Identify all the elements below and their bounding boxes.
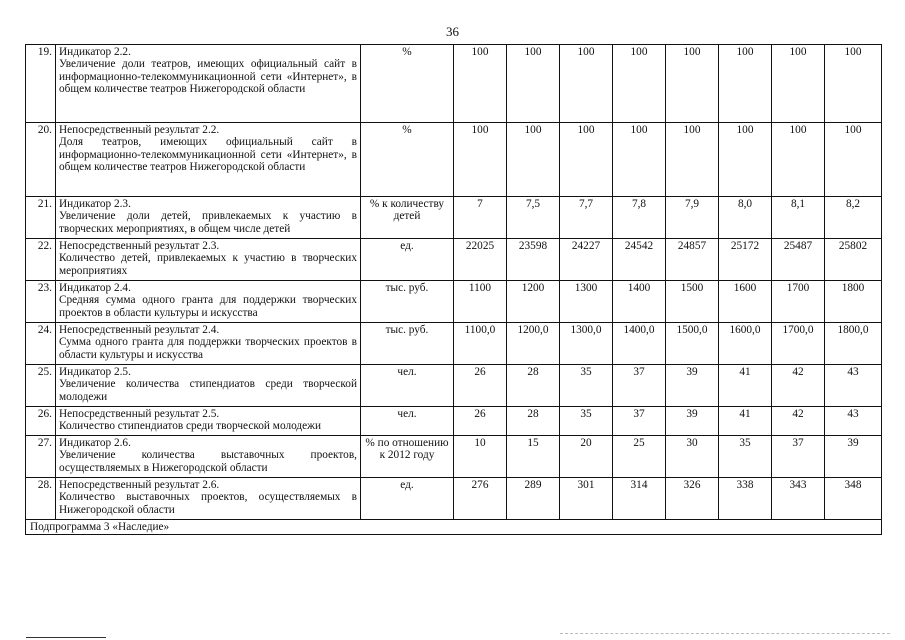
page-number: 36 xyxy=(446,24,459,39)
value-cell: 1500 xyxy=(666,281,719,323)
value-cell: 348 xyxy=(825,478,882,520)
value-cell: 100 xyxy=(719,123,772,197)
indicator-description: Увеличение доли театров, имеющих официальный сайт в информационно-телекоммуникационной сети «Интернет», в общем количестве театров Нижегородской области xyxy=(59,58,357,96)
value-cell: 338 xyxy=(719,478,772,520)
unit-cell: тыс. руб. xyxy=(361,323,454,365)
indicator-title: Непосредственный результат 2.5. xyxy=(59,408,220,420)
row-number: 23. xyxy=(26,281,56,323)
value-cell: 100 xyxy=(772,45,825,123)
value-cell: 43 xyxy=(825,407,882,436)
value-cell: 326 xyxy=(666,478,719,520)
value-cell: 1200,0 xyxy=(507,323,560,365)
indicator-description: Количество выставочных проектов, осуществляемых в Нижегородской области xyxy=(59,491,357,516)
row-number: 26. xyxy=(26,407,56,436)
value-cell: 100 xyxy=(560,45,613,123)
value-cell: 8,1 xyxy=(772,197,825,239)
value-cell: 1300 xyxy=(560,281,613,323)
value-cell: 37 xyxy=(613,365,666,407)
row-number: 19. xyxy=(26,45,56,123)
row-number: 20. xyxy=(26,123,56,197)
value-cell: 20 xyxy=(560,436,613,478)
value-cell: 1300,0 xyxy=(560,323,613,365)
indicator-description: Количество стипендиатов среди творческой молодежи xyxy=(59,420,322,433)
value-cell: 343 xyxy=(772,478,825,520)
value-cell: 41 xyxy=(719,407,772,436)
table-row xyxy=(26,45,882,123)
value-cell: 1600,0 xyxy=(719,323,772,365)
indicator-cell xyxy=(56,407,361,436)
value-cell: 28 xyxy=(507,407,560,436)
table-row xyxy=(26,323,882,365)
unit-cell: тыс. руб. xyxy=(361,281,454,323)
indicators-table xyxy=(25,44,882,535)
value-cell: 100 xyxy=(454,45,507,123)
value-cell: 8,2 xyxy=(825,197,882,239)
value-cell: 1500,0 xyxy=(666,323,719,365)
indicator-title: Индикатор 2.4. xyxy=(59,282,131,294)
value-cell: 100 xyxy=(507,123,560,197)
row-number: 21. xyxy=(26,197,56,239)
value-cell: 100 xyxy=(666,123,719,197)
value-cell: 24857 xyxy=(666,239,719,281)
indicator-title: Непосредственный результат 2.6. xyxy=(59,479,220,491)
value-cell: 100 xyxy=(825,123,882,197)
indicator-cell xyxy=(56,281,361,323)
value-cell: 1200 xyxy=(507,281,560,323)
value-cell: 7,7 xyxy=(560,197,613,239)
table-row xyxy=(26,478,882,520)
value-cell: 100 xyxy=(613,45,666,123)
indicator-description: Доля театров, имеющих официальный сайт в информационно-телекоммуникационной сети «Интернет», в общем количестве театров Нижегородской области xyxy=(59,136,357,174)
value-cell: 1800,0 xyxy=(825,323,882,365)
indicator-cell xyxy=(56,239,361,281)
indicator-cell xyxy=(56,436,361,478)
unit-cell: чел. xyxy=(361,365,454,407)
indicator-description: Увеличение количества выставочных проектов, осуществляемых в Нижегородской области xyxy=(59,449,357,474)
value-cell: 100 xyxy=(719,45,772,123)
value-cell: 301 xyxy=(560,478,613,520)
value-cell: 1700 xyxy=(772,281,825,323)
value-cell: 37 xyxy=(772,436,825,478)
value-cell: 1800 xyxy=(825,281,882,323)
value-cell: 1400,0 xyxy=(613,323,666,365)
row-number: 24. xyxy=(26,323,56,365)
indicator-title: Непосредственный результат 2.4. xyxy=(59,324,220,336)
value-cell: 1100 xyxy=(454,281,507,323)
value-cell: 24542 xyxy=(613,239,666,281)
table-row xyxy=(26,407,882,436)
value-cell: 100 xyxy=(825,45,882,123)
table-row xyxy=(26,436,882,478)
value-cell: 1100,0 xyxy=(454,323,507,365)
value-cell: 25 xyxy=(613,436,666,478)
unit-cell: % к количеству детей xyxy=(361,197,454,239)
unit-cell: % по отношению к 2012 году xyxy=(361,436,454,478)
indicator-description: Количество детей, привлекаемых к участию в творческих мероприятиях xyxy=(59,252,357,277)
table-row xyxy=(26,123,882,197)
value-cell: 1600 xyxy=(719,281,772,323)
value-cell: 8,0 xyxy=(719,197,772,239)
row-number: 25. xyxy=(26,365,56,407)
value-cell: 100 xyxy=(666,45,719,123)
value-cell: 22025 xyxy=(454,239,507,281)
indicators-table-body xyxy=(26,45,882,520)
indicator-title: Индикатор 2.5. xyxy=(59,366,131,378)
value-cell: 10 xyxy=(454,436,507,478)
value-cell: 43 xyxy=(825,365,882,407)
indicator-cell xyxy=(56,323,361,365)
value-cell: 39 xyxy=(666,365,719,407)
value-cell: 100 xyxy=(560,123,613,197)
table-row xyxy=(26,365,882,407)
indicator-cell xyxy=(56,478,361,520)
row-number: 22. xyxy=(26,239,56,281)
indicator-title: Индикатор 2.2. xyxy=(59,46,131,58)
value-cell: 100 xyxy=(613,123,666,197)
value-cell: 276 xyxy=(454,478,507,520)
value-cell: 24227 xyxy=(560,239,613,281)
table-row xyxy=(26,281,882,323)
value-cell: 42 xyxy=(772,407,825,436)
footnote-rule xyxy=(26,637,106,638)
value-cell: 23598 xyxy=(507,239,560,281)
unit-cell: ед. xyxy=(361,239,454,281)
value-cell: 7,5 xyxy=(507,197,560,239)
indicator-cell xyxy=(56,197,361,239)
indicator-title: Непосредственный результат 2.2. xyxy=(59,124,220,136)
value-cell: 26 xyxy=(454,365,507,407)
value-cell: 35 xyxy=(560,365,613,407)
indicator-title: Индикатор 2.6. xyxy=(59,437,131,449)
row-number: 28. xyxy=(26,478,56,520)
value-cell: 26 xyxy=(454,407,507,436)
value-cell: 7,8 xyxy=(613,197,666,239)
value-cell: 1700,0 xyxy=(772,323,825,365)
indicator-description: Увеличение количества стипендиатов среди творческой молодежи xyxy=(59,378,357,403)
value-cell: 35 xyxy=(560,407,613,436)
value-cell: 42 xyxy=(772,365,825,407)
indicator-cell xyxy=(56,365,361,407)
indicator-description: Средняя сумма одного гранта для поддержки творческих проектов в области культуры и искусства xyxy=(59,294,357,319)
row-number: 27. xyxy=(26,436,56,478)
subprogram-row xyxy=(26,520,882,535)
value-cell: 39 xyxy=(825,436,882,478)
unit-cell: чел. xyxy=(361,407,454,436)
value-cell: 28 xyxy=(507,365,560,407)
value-cell: 37 xyxy=(613,407,666,436)
value-cell: 30 xyxy=(666,436,719,478)
value-cell: 25802 xyxy=(825,239,882,281)
value-cell: 100 xyxy=(454,123,507,197)
value-cell: 289 xyxy=(507,478,560,520)
scan-artifact-line xyxy=(560,633,890,634)
value-cell: 1400 xyxy=(613,281,666,323)
table-row xyxy=(26,239,882,281)
value-cell: 35 xyxy=(719,436,772,478)
value-cell: 25487 xyxy=(772,239,825,281)
value-cell: 7,9 xyxy=(666,197,719,239)
value-cell: 100 xyxy=(507,45,560,123)
indicator-description: Увеличение доли детей, привлекаемых к участию в творческих мероприятиях, в общем числе детей xyxy=(59,210,357,235)
subprogram-label: Подпрограмма 3 «Наследие» xyxy=(26,520,882,535)
unit-cell: % xyxy=(361,123,454,197)
value-cell: 314 xyxy=(613,478,666,520)
indicator-title: Индикатор 2.3. xyxy=(59,198,131,210)
value-cell: 7 xyxy=(454,197,507,239)
value-cell: 25172 xyxy=(719,239,772,281)
value-cell: 41 xyxy=(719,365,772,407)
value-cell: 100 xyxy=(772,123,825,197)
unit-cell: % xyxy=(361,45,454,123)
table-row xyxy=(26,197,882,239)
value-cell: 39 xyxy=(666,407,719,436)
indicator-cell xyxy=(56,45,361,123)
value-cell: 15 xyxy=(507,436,560,478)
indicator-description: Сумма одного гранта для поддержки творческих проектов в области культуры и искусства xyxy=(59,336,357,361)
indicator-cell xyxy=(56,123,361,197)
unit-cell: ед. xyxy=(361,478,454,520)
indicator-title: Непосредственный результат 2.3. xyxy=(59,240,220,252)
